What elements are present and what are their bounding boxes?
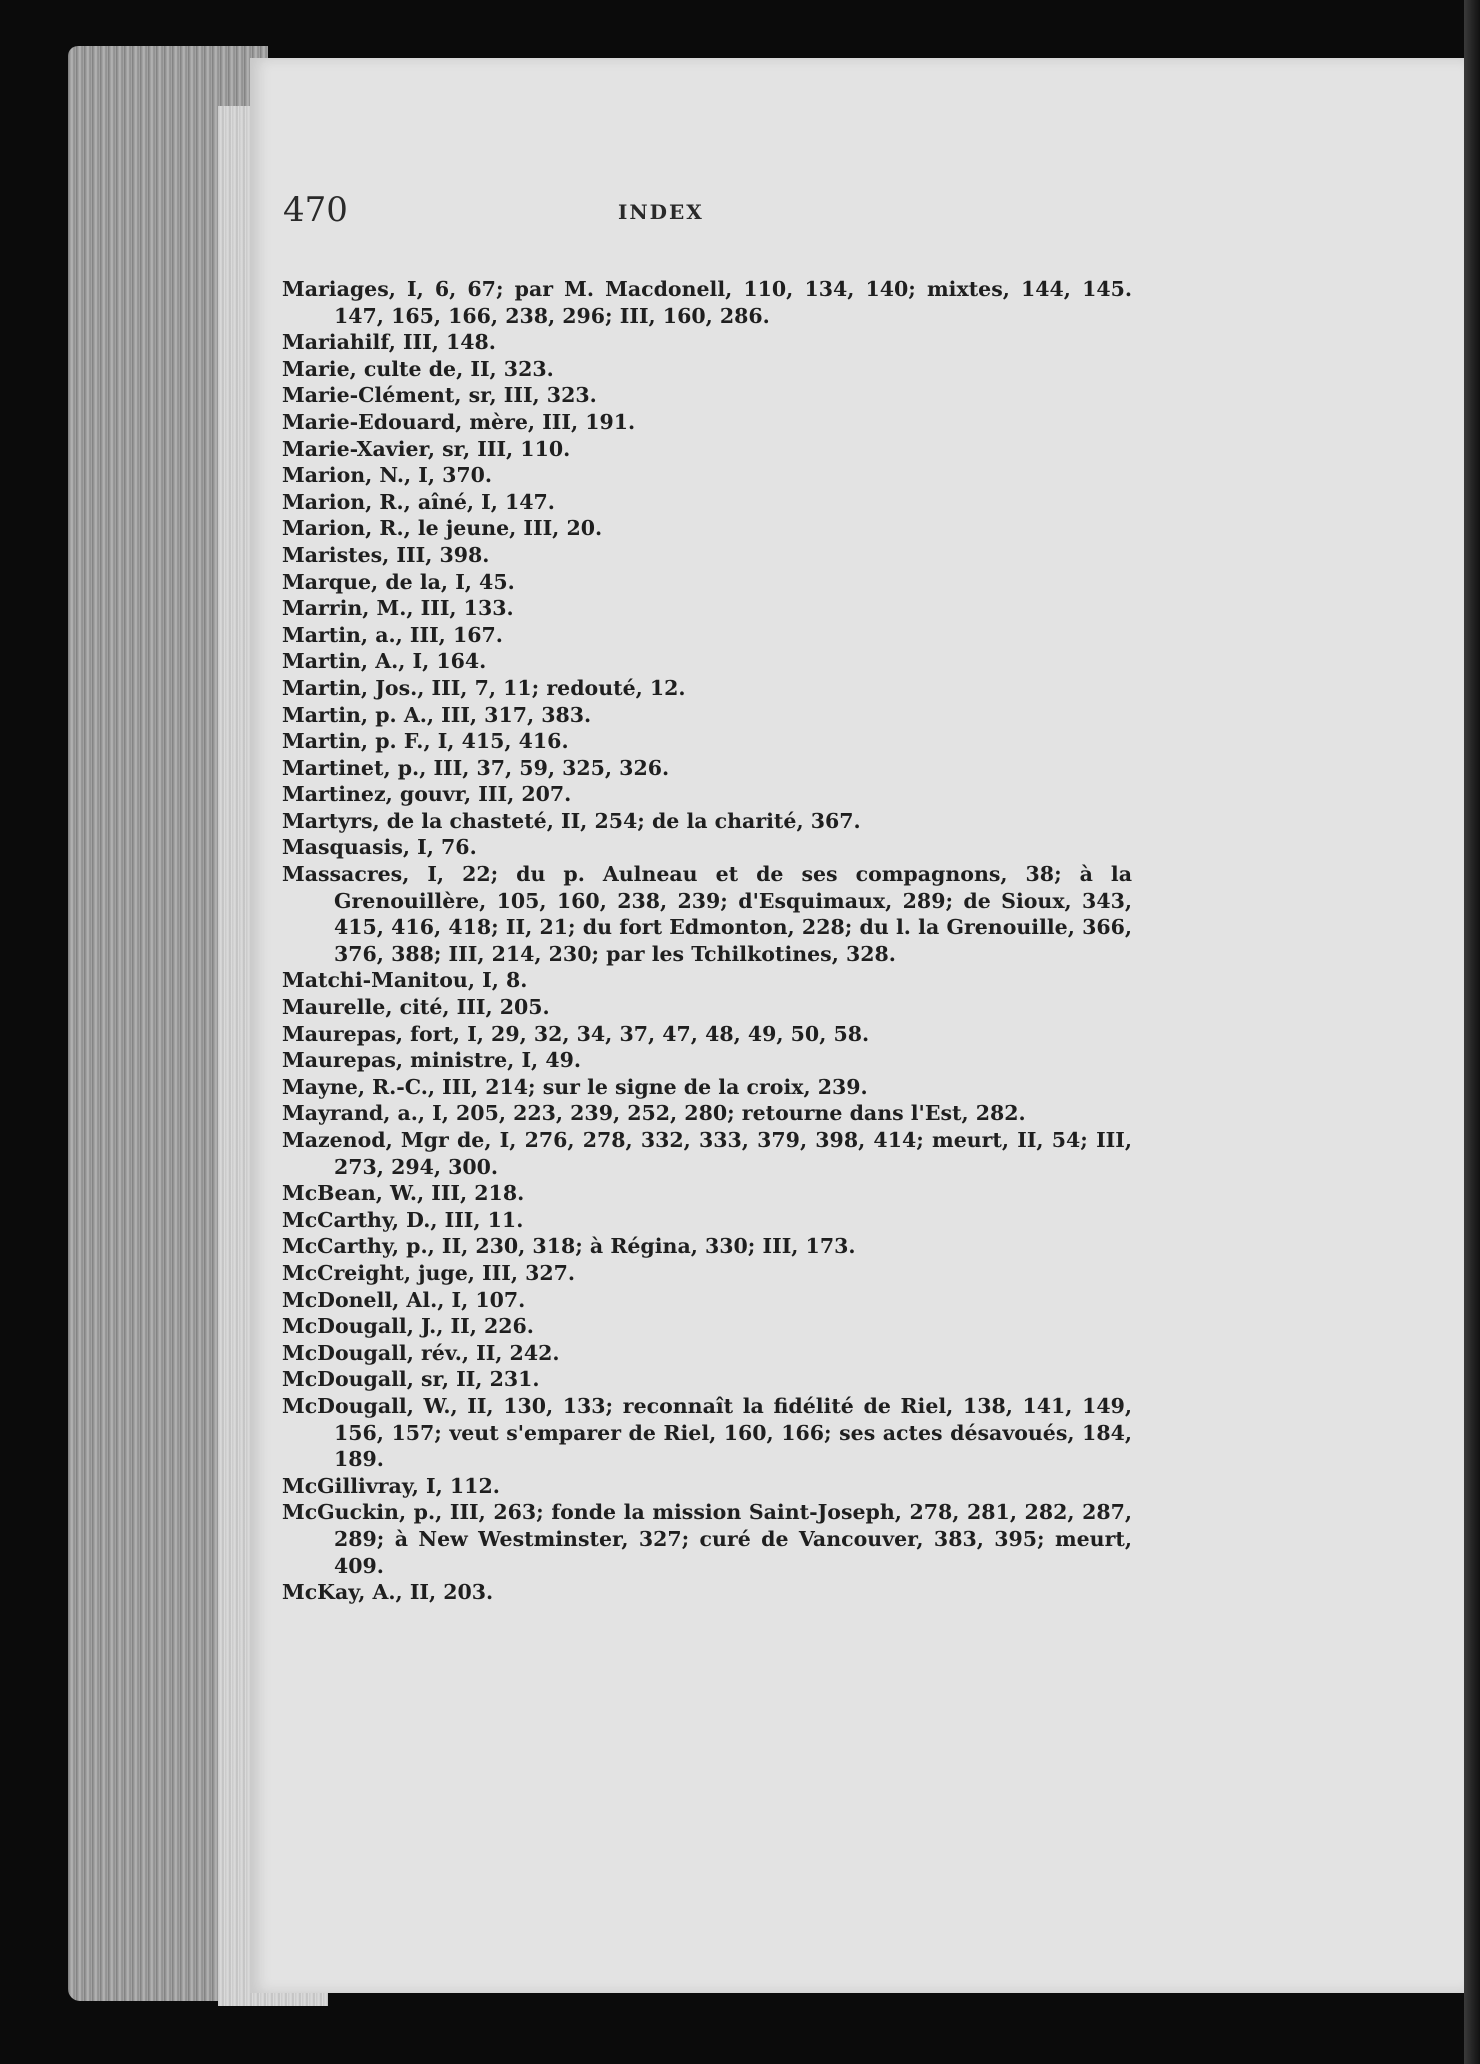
index-entry: Marion, N., I, 370. [282, 463, 493, 488]
index-entry: Massacres, I, 22; du p. Aulneau et de ses compagnons, 38; à la Grenouillère, 105, 160, 238, 239; d'Esquimaux, 289; de Sioux, 343, 415, 416, 418; II, 21; du fort Edmonton, 228; du l. la Grenouille, 366, 376, 388; III, 214, 230; par les Tchilkotines, 328. [282, 862, 1132, 966]
index-entry: Maurepas, fort, I, 29, 32, 34, 37, 47, 48, 49, 50, 58. [282, 1021, 870, 1046]
index-entry: McCarthy, D., III, 11. [282, 1207, 524, 1232]
index-entry: McCreight, juge, III, 327. [282, 1260, 576, 1285]
page-header [283, 190, 1043, 240]
index-entry: Marie-Edouard, mère, III, 191. [282, 409, 636, 434]
index-entry: McDonell, Al., I, 107. [282, 1287, 526, 1312]
index-entry: McKay, A., II, 203. [282, 1580, 494, 1605]
index-entry: McGuckin, p., III, 263; fonde la mission Saint-Joseph, 278, 281, 282, 287, 289; à New Westminster, 327; curé de Vancouver, 383, 395; meurt, 409. [282, 1500, 1132, 1578]
index-entry: Mayrand, a., I, 205, 223, 239, 252, 280; retourne dans l'Est, 282. [282, 1101, 1026, 1126]
book-page-edges [68, 46, 268, 2001]
index-entry: Marie-Clément, sr, III, 323. [282, 383, 597, 408]
index-entry: Martin, A., I, 164. [282, 649, 487, 674]
index-entry: Marie, culte de, II, 323. [282, 356, 554, 381]
index-entry: Marion, R., aîné, I, 147. [282, 489, 555, 514]
index-entry: McCarthy, p., II, 230, 318; à Régina, 330; III, 173. [282, 1234, 856, 1259]
index-entry: Martinet, p., III, 37, 59, 325, 326. [282, 755, 670, 780]
index-entry: Marion, R., le jeune, III, 20. [282, 516, 603, 541]
index-entry: Mayne, R.-C., III, 214; sur le signe de la croix, 239. [282, 1074, 868, 1099]
index-entry: Marque, de la, I, 45. [282, 569, 515, 594]
index-entry: Mazenod, Mgr de, I, 276, 278, 332, 333, 379, 398, 414; meurt, II, 54; III, 273, 294, 300. [282, 1128, 1132, 1179]
running-head: INDEX [618, 200, 704, 224]
index-entry: Marrin, M., III, 133. [282, 596, 514, 621]
index-entry: Mariahilf, III, 148. [282, 330, 496, 355]
page-number: 470 [283, 190, 348, 230]
index-entry: Maurelle, cité, III, 205. [282, 995, 550, 1020]
index-entry: Martin, p. F., I, 415, 416. [282, 729, 569, 754]
index-entry: Marie-Xavier, sr, III, 110. [282, 436, 571, 461]
index-entry: Martin, p. A., III, 317, 383. [282, 702, 592, 727]
index-entry: Mariages, I, 6, 67; par M. Macdonell, 110, 134, 140; mixtes, 144, 145. 147, 165, 166, 238, 296; III, 160, 286. [282, 277, 1132, 328]
index-entry: Maristes, III, 398. [282, 542, 490, 567]
index-entry: Martyrs, de la chasteté, II, 254; de la charité, 367. [282, 808, 861, 833]
scan-border [1464, 0, 1480, 2064]
index-entry: Martin, Jos., III, 7, 11; redouté, 12. [282, 675, 686, 700]
index-entry: McDougall, J., II, 226. [282, 1314, 534, 1339]
index-entry: Matchi-Manitou, I, 8. [282, 968, 528, 993]
index-entry: Masquasis, I, 76. [282, 835, 477, 860]
index-entry: Martin, a., III, 167. [282, 622, 503, 647]
index-entries [282, 276, 1132, 1606]
index-entry: Martinez, gouvr, III, 207. [282, 782, 572, 807]
index-entry: McDougall, rév., II, 242. [282, 1340, 560, 1365]
index-entry: Maurepas, ministre, I, 49. [282, 1048, 581, 1073]
index-entry: McBean, W., III, 218. [282, 1181, 525, 1206]
index-entry: McDougall, sr, II, 231. [282, 1367, 540, 1392]
index-entry: McDougall, W., II, 130, 133; reconnaît la fidélité de Riel, 138, 141, 149, 156, 157; veut s'emparer de Riel, 160, 166; ses actes désavoués, 184, 189. [282, 1393, 1132, 1472]
index-entry: McGillivray, I, 112. [282, 1473, 500, 1498]
